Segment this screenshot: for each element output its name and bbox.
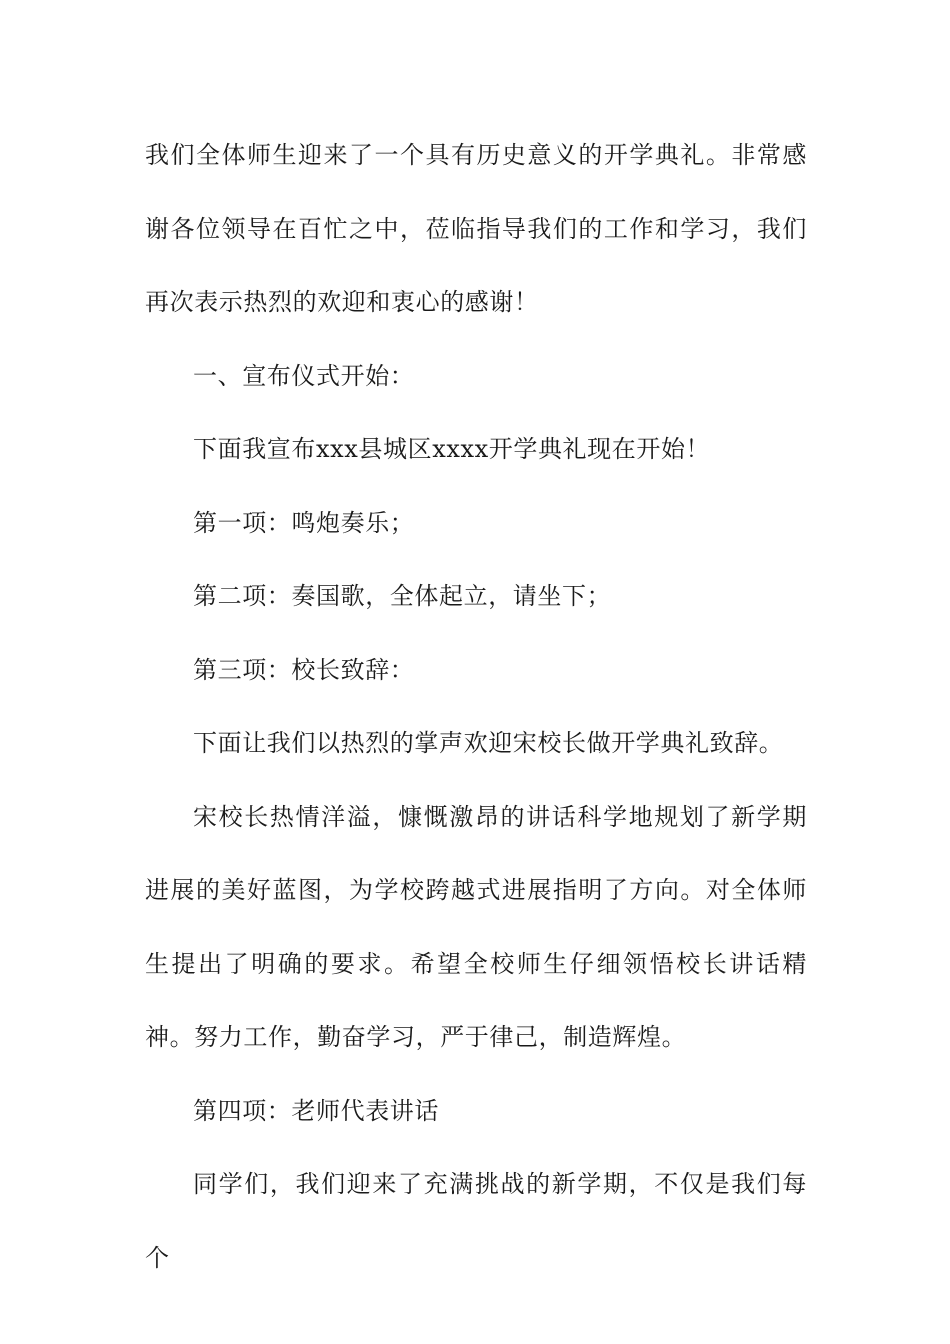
paragraph-welcome-principal: 下面让我们以热烈的掌声欢迎宋校长做开学典礼致辞。 [193,729,784,757]
paragraph-item-2: 第二项：奏国歌，全体起立，请坐下； [193,582,612,610]
paragraph-opening: 我们全体师生迎来了一个具有历史意义的开学典礼。非常感谢各位领导在百忙之中，莅临指导我们的工作和学习，我们再次表示热烈的欢迎和衷心的感谢！ [145,141,807,316]
document-body [145,119,807,1295]
paragraph-item-4: 第四项：老师代表讲话 [193,1096,439,1125]
paragraph-item-3: 第三项：校长致辞： [193,655,415,684]
paragraph-principal-summary: 宋校长热情洋溢，慷慨激昂的讲话科学地规划了新学期进展的美好蓝图，为学校跨越式进展指明了方向。对全体师生提出了明确的要求。希望全校师生仔细领悟校长讲话精神。努力工作，勤奋学习，严于律己，制造辉煌。 [145,802,807,1051]
paragraph-item-1: 第一项：鸣炮奏乐； [193,508,415,537]
paragraph-teacher-speech: 同学们，我们迎来了充满挑战的新学期，不仅是我们每个 [145,1170,807,1272]
paragraph-announcement: 下面我宣布xxx县城区xxxx开学典礼现在开始！ [193,435,711,463]
paragraph-section-heading: 一、宣布仪式开始： [193,361,415,390]
